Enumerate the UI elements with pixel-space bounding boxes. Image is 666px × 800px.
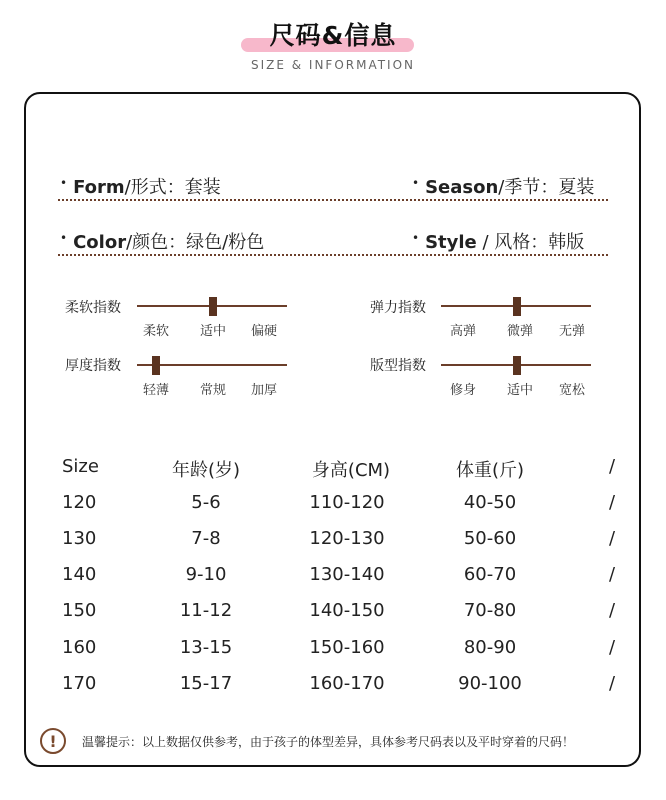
page-title: 尺码&信息 xyxy=(269,21,397,50)
slider-knob xyxy=(209,297,217,316)
info-color xyxy=(60,228,264,254)
table-cell: 60-70 xyxy=(463,564,517,585)
table-cell: 160-170 xyxy=(309,673,385,694)
table-cell: 80-90 xyxy=(463,637,517,658)
info-form-label: /形式： xyxy=(124,177,185,198)
divider xyxy=(58,199,608,201)
table-cell: 150-160 xyxy=(309,637,385,658)
slider-option: 常规 xyxy=(199,383,227,398)
table-cell: 40-50 xyxy=(463,492,517,513)
table-cell: 160 xyxy=(62,637,97,658)
info-form-key: Form xyxy=(73,177,125,198)
table-cell: 130-140 xyxy=(309,564,385,585)
table-cell: / xyxy=(608,564,616,585)
slider-knob xyxy=(152,356,160,375)
table-cell: 110-120 xyxy=(309,492,385,513)
page-subtitle: SIZE & INFORMATION xyxy=(250,58,416,72)
info-season-label: /季节： xyxy=(498,177,559,198)
bullet-icon: • xyxy=(412,176,420,190)
slider-option: 轻薄 xyxy=(142,383,170,398)
slider-label: 厚度指数 xyxy=(65,358,121,374)
table-cell: / xyxy=(608,600,616,621)
table-cell: 140-150 xyxy=(309,600,385,621)
divider xyxy=(58,254,608,256)
info-color-label: /颜色： xyxy=(126,232,187,253)
slider-option: 柔软 xyxy=(142,324,170,339)
tip-note: 温馨提示：以上数据仅供参考，由于孩子的体型差异，具体参考尺码表以及平时穿着的尺码！ xyxy=(82,735,575,749)
info-style-label: / 风格： xyxy=(476,232,549,253)
table-header-cell: Size xyxy=(62,456,99,477)
slider-option: 偏硬 xyxy=(250,324,278,339)
table-cell: 15-17 xyxy=(179,673,233,694)
table-cell: / xyxy=(608,528,616,549)
info-season-value: 夏装 xyxy=(558,177,595,198)
info-form-value: 套装 xyxy=(184,177,221,198)
slider-option: 加厚 xyxy=(250,383,278,398)
table-cell: 70-80 xyxy=(463,600,517,621)
info-season-key: Season xyxy=(425,177,499,198)
slider-label: 版型指数 xyxy=(370,358,426,374)
table-cell: 90-100 xyxy=(458,673,522,694)
table-cell: 7-8 xyxy=(191,528,221,549)
slider-option: 适中 xyxy=(506,383,534,398)
info-form xyxy=(60,173,221,199)
info-style-value: 韩版 xyxy=(548,232,585,253)
table-cell: / xyxy=(608,637,616,658)
table-header-cell: 年龄(岁) xyxy=(171,460,241,481)
info-season xyxy=(412,173,594,199)
slider-option: 无弹 xyxy=(558,324,586,339)
slider-knob xyxy=(513,297,521,316)
exclamation-icon: ! xyxy=(40,728,66,754)
table-cell: 9-10 xyxy=(185,564,227,585)
table-cell: / xyxy=(608,673,616,694)
table-cell: 5-6 xyxy=(191,492,221,513)
bullet-icon: • xyxy=(60,176,68,190)
table-cell: 120 xyxy=(62,492,97,513)
table-cell: / xyxy=(608,492,616,513)
table-cell: 120-130 xyxy=(309,528,385,549)
table-cell: 13-15 xyxy=(179,637,233,658)
table-cell: 50-60 xyxy=(463,528,517,549)
slider-option: 修身 xyxy=(449,383,477,398)
table-header-cell: / xyxy=(608,456,616,477)
slider-label: 柔软指数 xyxy=(65,300,121,316)
slider-label: 弹力指数 xyxy=(370,300,426,316)
table-cell: 11-12 xyxy=(179,600,233,621)
table-header-cell: 身高(CM) xyxy=(311,460,391,481)
table-cell: 170 xyxy=(62,673,97,694)
slider-option: 高弹 xyxy=(449,324,477,339)
bullet-icon: • xyxy=(412,231,420,245)
table-header-cell: 体重(斤) xyxy=(455,460,525,481)
info-style xyxy=(412,228,584,254)
info-style-key: Style xyxy=(425,232,477,253)
slider-knob xyxy=(513,356,521,375)
info-color-value: 绿色/粉色 xyxy=(186,232,265,253)
table-cell: 140 xyxy=(62,564,97,585)
info-color-key: Color xyxy=(73,232,127,253)
header xyxy=(0,14,666,54)
slider-option: 适中 xyxy=(199,324,227,339)
table-cell: 130 xyxy=(62,528,97,549)
slider-option: 宽松 xyxy=(558,383,586,398)
bullet-icon: • xyxy=(60,231,68,245)
slider-option: 微弹 xyxy=(506,324,534,339)
table-cell: 150 xyxy=(62,600,97,621)
